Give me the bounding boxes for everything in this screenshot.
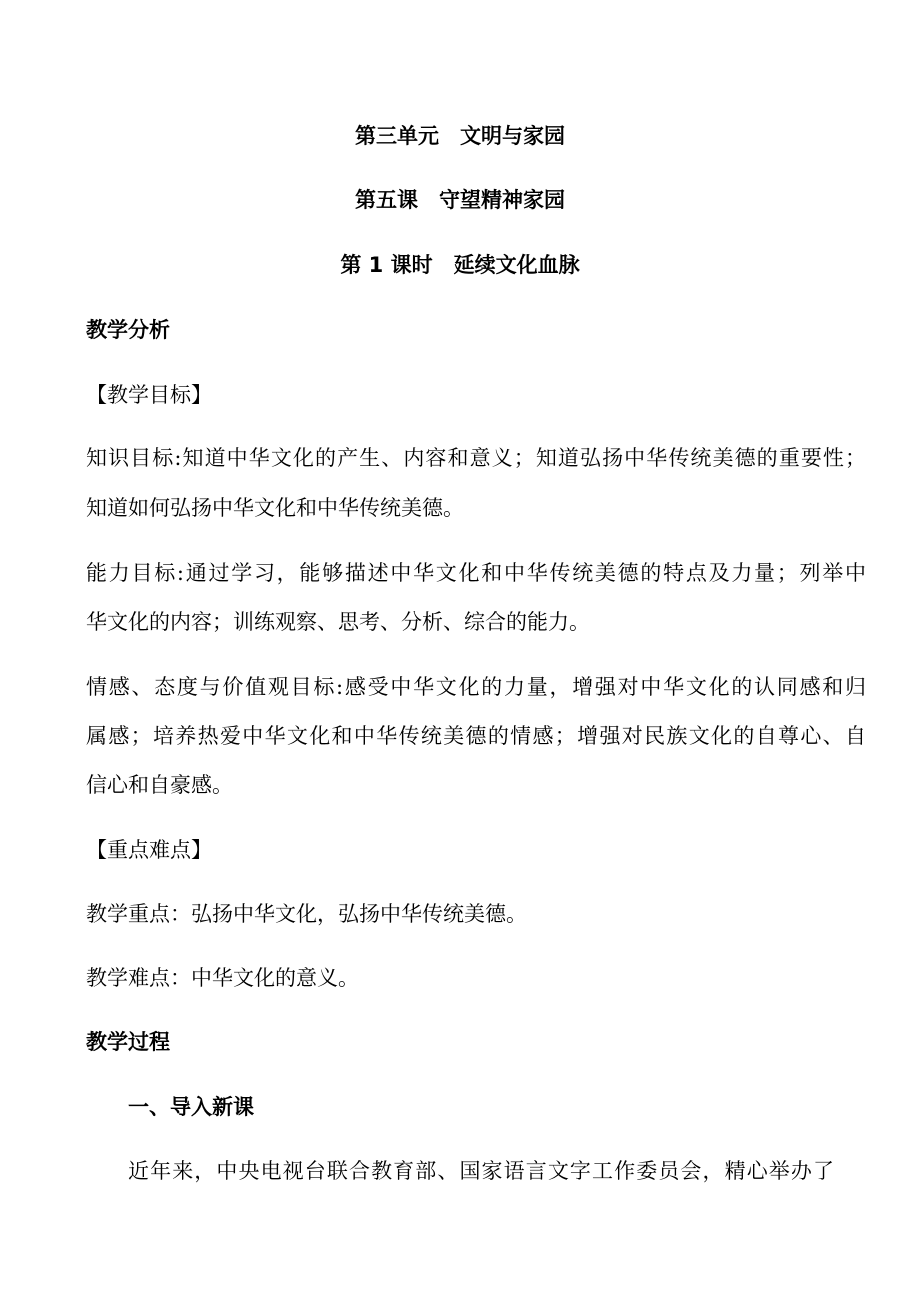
- section1-heading: 一、导入新课: [128, 1095, 254, 1119]
- ability-objective-line: 华文化的内容；训练观察、思考、分析、综合的能力。: [86, 610, 590, 634]
- process-heading: 教学过程: [86, 1030, 170, 1054]
- difficult-point: 教学难点：中华文化的意义。: [86, 966, 359, 990]
- knowledge-objective-line: 知识目标:知道中华文化的产生、内容和意义；知道弘扬中华传统美德的重要性；: [86, 446, 866, 470]
- ability-objective-line: 能力目标:通过学习，能够描述中华文化和中华传统美德的特点及力量；列举中: [86, 561, 866, 585]
- emotion-objective-line: 属感；培养热爱中华文化和中华传统美德的情感；增强对民族文化的自尊心、自: [86, 724, 866, 748]
- knowledge-objective-line: 知道如何弘扬中华文化和中华传统美德。: [86, 496, 464, 520]
- unit-title: 第三单元 文明与家园: [355, 124, 565, 148]
- key-point: 教学重点：弘扬中华文化，弘扬中华传统美德。: [86, 902, 527, 926]
- period-title: 第 1 课时 延续文化血脉: [340, 253, 580, 277]
- intro-paragraph-line: 近年来，中央电视台联合教育部、国家语言文字工作委员会，精心举办了: [128, 1159, 834, 1183]
- key-points-heading: 【重点难点】: [86, 838, 212, 862]
- objectives-heading: 【教学目标】: [86, 383, 212, 407]
- lesson-title: 第五课 守望精神家园: [355, 188, 565, 212]
- analysis-heading: 教学分析: [86, 318, 170, 342]
- emotion-objective-line: 情感、态度与价值观目标:感受中华文化的力量，增强对中华文化的认同感和归: [86, 675, 866, 699]
- emotion-objective-line: 信心和自豪感。: [86, 773, 233, 797]
